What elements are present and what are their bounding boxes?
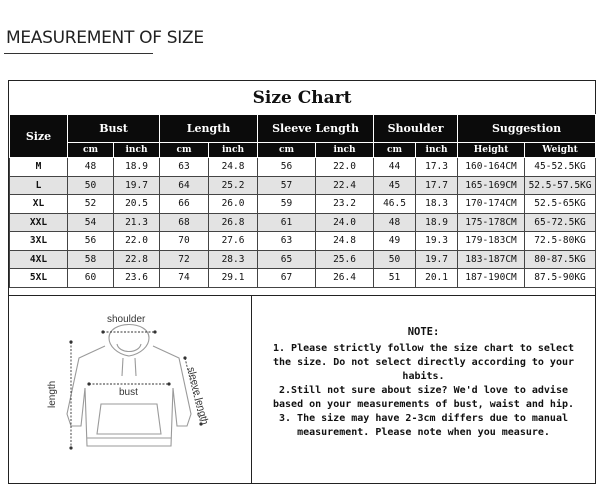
table-cell: 48	[374, 213, 416, 232]
table-cell: 72	[160, 250, 209, 269]
table-cell: 51	[374, 269, 416, 288]
table-cell: 58	[68, 250, 114, 269]
table-cell: 17.7	[416, 176, 458, 195]
table-cell: 52	[68, 195, 114, 214]
size-label-cell: 4XL	[10, 250, 68, 269]
table-cell: 24.0	[316, 213, 374, 232]
table-cell: 54	[68, 213, 114, 232]
table-cell: 65	[258, 250, 316, 269]
unit-header: inch	[114, 143, 160, 158]
note-line: 1. Please strictly follow the size chart to select	[272, 343, 575, 354]
table-cell: 175-178CM	[458, 213, 525, 232]
table-cell: 21.3	[114, 213, 160, 232]
table-cell: 56	[258, 158, 316, 177]
table-cell: 70	[160, 232, 209, 251]
label-shoulder: shoulder	[107, 314, 146, 325]
table-cell: 45	[374, 176, 416, 195]
table-cell: 23.6	[114, 269, 160, 288]
unit-header: cm	[258, 143, 316, 158]
size-label-cell: XXL	[10, 213, 68, 232]
table-cell: 66	[160, 195, 209, 214]
table-row	[10, 250, 596, 269]
size-label-cell: XL	[10, 195, 68, 214]
table-cell: 170-174CM	[458, 195, 525, 214]
table-cell: 160-164CM	[458, 158, 525, 177]
table-cell: 61	[258, 213, 316, 232]
table-cell: 26.8	[209, 213, 258, 232]
table-cell: 64	[160, 176, 209, 195]
size-label-cell: 5XL	[10, 269, 68, 288]
table-cell: 165-169CM	[458, 176, 525, 195]
table-cell: 24.8	[209, 158, 258, 177]
group-header-length: Length	[160, 115, 258, 143]
table-cell: 24.8	[316, 232, 374, 251]
table-cell: 44	[374, 158, 416, 177]
table-cell: 57	[258, 176, 316, 195]
note-line: based on your measurements of bust, waist and hip.	[272, 399, 575, 410]
hoodie-outline	[67, 325, 191, 447]
table-cell: 67	[258, 269, 316, 288]
table-cell: 65-72.5KG	[525, 213, 596, 232]
unit-header: Weight	[525, 143, 596, 158]
table-cell: 22.8	[114, 250, 160, 269]
table-cell: 18.3	[416, 195, 458, 214]
group-header-shoulder: Shoulder	[374, 115, 458, 143]
table-cell: 74	[160, 269, 209, 288]
size-header: Size	[10, 115, 68, 158]
table-cell: 19.7	[114, 176, 160, 195]
measurement-diagram	[9, 296, 252, 484]
table-cell: 46.5	[374, 195, 416, 214]
table-cell: 20.5	[114, 195, 160, 214]
table-cell: 52.5-65KG	[525, 195, 596, 214]
table-cell: 23.2	[316, 195, 374, 214]
table-cell: 72.5-80KG	[525, 232, 596, 251]
size-label-cell: M	[10, 158, 68, 177]
table-cell: 183-187CM	[458, 250, 525, 269]
unit-header: inch	[416, 143, 458, 158]
note-line: measurement. Please note when you measure.	[297, 427, 550, 438]
table-cell: 22.0	[114, 232, 160, 251]
table-cell: 27.6	[209, 232, 258, 251]
size-label-cell: 3XL	[10, 232, 68, 251]
group-header-row	[10, 115, 596, 143]
note-line: the size. Do not select directly according to your	[272, 357, 575, 368]
size-table	[9, 114, 596, 288]
table-cell: 28.3	[209, 250, 258, 269]
hoodie-diagram	[9, 296, 251, 484]
label-length: length	[47, 380, 58, 408]
table-row	[10, 232, 596, 251]
table-cell: 80-87.5KG	[525, 250, 596, 269]
note-line: habits.	[402, 371, 445, 382]
table-cell: 20.1	[416, 269, 458, 288]
size-chart-frame	[8, 80, 596, 484]
table-cell: 18.9	[114, 158, 160, 177]
label-sleeve-length: sleeve length	[185, 366, 211, 426]
label-bust: bust	[119, 387, 138, 398]
table-row	[10, 269, 596, 288]
unit-header: cm	[160, 143, 209, 158]
group-header-bust: Bust	[68, 115, 160, 143]
group-header-suggestion: Suggestion	[458, 115, 596, 143]
unit-header: cm	[374, 143, 416, 158]
bottom-panel	[9, 295, 595, 484]
table-cell: 50	[374, 250, 416, 269]
unit-header: Height	[458, 143, 525, 158]
size-label-cell: L	[10, 176, 68, 195]
table-cell: 87.5-90KG	[525, 269, 596, 288]
table-cell: 22.0	[316, 158, 374, 177]
table-row	[10, 195, 596, 214]
table-cell: 17.3	[416, 158, 458, 177]
table-cell: 50	[68, 176, 114, 195]
table-row	[10, 158, 596, 177]
table-row	[10, 213, 596, 232]
table-cell: 59	[258, 195, 316, 214]
unit-header-row	[10, 143, 596, 158]
table-cell: 26.4	[316, 269, 374, 288]
group-header-sleeve-length: Sleeve Length	[258, 115, 374, 143]
table-cell: 56	[68, 232, 114, 251]
unit-header: inch	[316, 143, 374, 158]
table-row	[10, 176, 596, 195]
table-cell: 26.0	[209, 195, 258, 214]
chart-title: Size Chart	[9, 81, 595, 115]
table-cell: 19.7	[416, 250, 458, 269]
table-cell: 48	[68, 158, 114, 177]
table-cell: 187-190CM	[458, 269, 525, 288]
table-cell: 63	[258, 232, 316, 251]
table-cell: 18.9	[416, 213, 458, 232]
table-cell: 52.5-57.5KG	[525, 176, 596, 195]
table-cell: 179-183CM	[458, 232, 525, 251]
note-title: NOTE:	[407, 326, 440, 338]
unit-header: cm	[68, 143, 114, 158]
table-cell: 45-52.5KG	[525, 158, 596, 177]
heading-underline	[4, 53, 153, 54]
page-heading: MEASUREMENT OF SIZE	[6, 28, 204, 48]
table-cell: 25.2	[209, 176, 258, 195]
table-cell: 29.1	[209, 269, 258, 288]
note-line: 3. The size may have 2-3cm differs due to manual	[279, 413, 568, 424]
table-cell: 63	[160, 158, 209, 177]
table-cell: 22.4	[316, 176, 374, 195]
table-cell: 25.6	[316, 250, 374, 269]
unit-header: inch	[209, 143, 258, 158]
note-panel	[252, 296, 595, 484]
table-cell: 60	[68, 269, 114, 288]
table-body	[10, 158, 596, 288]
table-cell: 68	[160, 213, 209, 232]
table-cell: 49	[374, 232, 416, 251]
note-line: 2.Still not sure about size? We'd love to advise	[279, 385, 568, 396]
table-cell: 19.3	[416, 232, 458, 251]
